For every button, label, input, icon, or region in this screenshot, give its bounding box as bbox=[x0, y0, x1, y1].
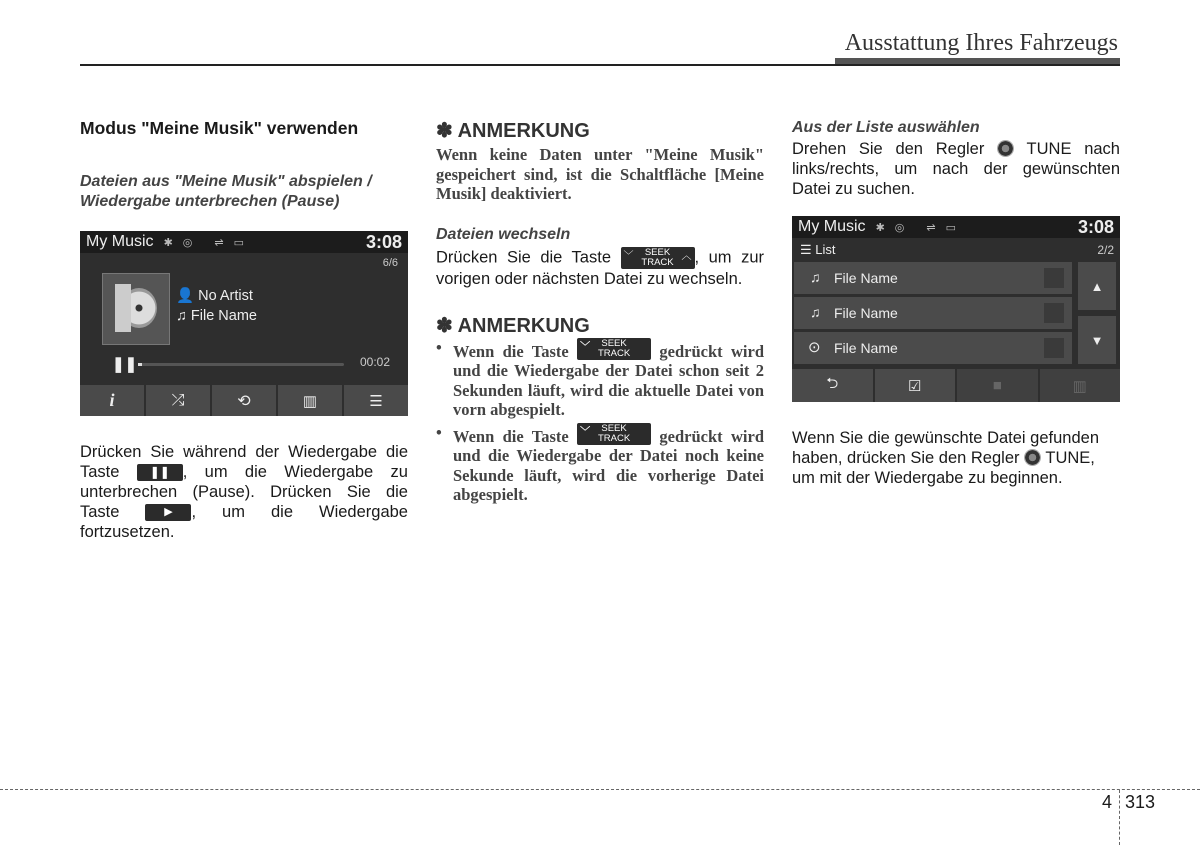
chapter-number: 4 bbox=[1102, 792, 1113, 812]
header-rule bbox=[80, 64, 1120, 66]
progress-bar[interactable] bbox=[138, 363, 344, 366]
bullet-2-text-after: gedrückt wird und die Wiedergabe der Datei noch keine Sekunde läuft, wird die vorherige Datei abgespielt. bbox=[453, 426, 764, 504]
seek-label: SEEK bbox=[601, 337, 627, 349]
list-item[interactable] bbox=[794, 332, 1072, 364]
artist-row bbox=[176, 287, 253, 304]
tune-knob-icon bbox=[1024, 449, 1041, 466]
change-files-instructions bbox=[436, 247, 764, 289]
note-heading-1: ✽ ANMERKUNG bbox=[436, 120, 590, 142]
footer-page-divider bbox=[1119, 790, 1120, 845]
list-item-label: File Name bbox=[834, 340, 898, 356]
screen-title: My Music bbox=[798, 218, 866, 235]
seek-down-key-icon: ﹀ SEEK TRACK bbox=[577, 338, 651, 360]
list-icon: ☰ bbox=[800, 242, 812, 257]
tune-knob-icon bbox=[997, 140, 1014, 157]
tune-instructions-1 bbox=[792, 139, 1120, 199]
column-3 bbox=[792, 118, 1120, 488]
list-header bbox=[800, 242, 836, 258]
album-art bbox=[102, 273, 170, 345]
checkbox[interactable] bbox=[1044, 338, 1064, 358]
checkbox[interactable] bbox=[1044, 303, 1064, 323]
running-header-title: Ausstattung Ihres Fahrzeugs bbox=[844, 30, 1118, 56]
seek-label: SEEK bbox=[601, 422, 627, 434]
my-music-player-screen bbox=[80, 231, 408, 416]
delete-icon[interactable]: ▥ bbox=[278, 385, 342, 416]
subheading-select-from-list: Aus der Liste auswählen bbox=[792, 119, 980, 136]
music-note-icon: ♫ bbox=[810, 269, 821, 285]
instruction-text-3: , um die Wiedergabe fortzusetzen. bbox=[80, 503, 408, 541]
list-item-label: File Name bbox=[834, 305, 898, 321]
person-icon: 👤 bbox=[176, 288, 195, 304]
ipod-icon: ▭ bbox=[945, 221, 957, 234]
track-label: TRACK bbox=[597, 432, 631, 444]
tune-confirm-text-before: Wenn Sie die gewünschte Datei gefunden haben, drücken Sie den Regler bbox=[792, 429, 1099, 467]
pause-icon[interactable]: ❚❚ bbox=[112, 356, 138, 373]
select-all-icon[interactable]: ☑ bbox=[875, 369, 956, 402]
list-button-bar bbox=[792, 369, 1120, 402]
instruction-text-2: , um die Wiedergabe zu unterbrechen (Pause). Drücken Sie die Taste bbox=[80, 463, 408, 521]
tune-instructions-2 bbox=[792, 428, 1120, 488]
elapsed-time: 00:02 bbox=[359, 355, 390, 369]
seek-label: SEEK bbox=[644, 246, 671, 258]
section-heading: Modus "Meine Musik" verwenden bbox=[80, 118, 359, 138]
info-icon[interactable]: i bbox=[80, 385, 144, 416]
seek-text-after: , um zur vorigen oder nächsten Datei zu wechseln. bbox=[436, 247, 764, 288]
list-page: 2/2 bbox=[1097, 243, 1114, 257]
tune-text-after: TUNE nach links/rechts, um nach der gewünschten Datei zu suchen. bbox=[792, 140, 1120, 198]
checkbox[interactable] bbox=[1044, 268, 1064, 288]
column-2 bbox=[436, 118, 764, 505]
pause-key-icon: ❚❚ bbox=[137, 464, 183, 481]
file-row bbox=[176, 308, 257, 324]
progress-fill bbox=[138, 363, 142, 366]
scroll-down-button[interactable]: ▼ bbox=[1078, 316, 1116, 364]
track-count: 6/6 bbox=[382, 257, 398, 269]
play-key-icon: ▶ bbox=[145, 504, 191, 521]
page-number: 313 bbox=[1125, 792, 1156, 812]
bullet-2-text-before: Wenn die Taste bbox=[453, 426, 569, 446]
clock: 3:08 bbox=[1077, 216, 1114, 237]
list-item[interactable] bbox=[794, 262, 1072, 294]
bullet-1-text-after: gedrückt wird und die Wiedergabe der Datei schon seit 2 Sekunden läuft, wird die aktuelle Datei von vorn abgespielt. bbox=[453, 341, 764, 419]
bullet-dot: • bbox=[436, 422, 442, 442]
usb-icon: ⇌ bbox=[926, 221, 936, 234]
note-text-1: Wenn keine Daten unter "Meine Musik" gespeichert sind, ist die Schaltfläche [Meine Musik] deaktiviert. bbox=[436, 145, 764, 203]
note-bullet-1 bbox=[436, 338, 764, 420]
bullet-dot: • bbox=[436, 337, 442, 357]
track-label: TRACK bbox=[641, 256, 674, 268]
list-icon[interactable]: ☰ bbox=[344, 385, 408, 416]
status-bar bbox=[792, 216, 1120, 238]
list-item-label: File Name bbox=[834, 270, 898, 286]
subheading-play-pause: Dateien aus "Meine Musik" abspielen / Wiedergabe unterbrechen (Pause) bbox=[80, 173, 372, 210]
ipod-icon: ▭ bbox=[233, 236, 245, 249]
player-button-bar bbox=[80, 385, 408, 416]
bluetooth-icon: ✱ bbox=[875, 221, 885, 234]
bluetooth-icon: ✱ bbox=[163, 236, 173, 249]
tune-confirm-text-after: TUNE, um mit der Wiedergabe zu beginnen. bbox=[792, 449, 1095, 487]
music-note-icon: ♫ bbox=[810, 304, 821, 320]
my-music-list-screen bbox=[792, 216, 1120, 402]
disc-icon: ◎ bbox=[894, 221, 905, 234]
note-heading-2: ✽ ANMERKUNG bbox=[436, 314, 590, 337]
tune-text-before: Drehen Sie den Regler bbox=[792, 140, 985, 158]
status-bar bbox=[80, 231, 408, 253]
back-icon[interactable]: ⮌ bbox=[792, 369, 873, 402]
subheading-change-files: Dateien wechseln bbox=[436, 225, 571, 243]
bullet-1-text-before: Wenn die Taste bbox=[453, 341, 569, 361]
clock: 3:08 bbox=[365, 231, 402, 252]
column-1 bbox=[80, 118, 408, 542]
seek-text-before: Drücken Sie die Taste bbox=[436, 247, 611, 266]
repeat-icon[interactable]: ⟲ bbox=[212, 385, 276, 416]
play-circle-icon: ⊙ bbox=[808, 339, 821, 356]
artist-name: No Artist bbox=[198, 288, 253, 304]
music-note-icon: ♫ bbox=[176, 308, 187, 324]
instruction-text-1: Drücken Sie während der Wiedergabe die Taste bbox=[80, 443, 408, 481]
footer-dashed-rule bbox=[0, 789, 1200, 790]
seek-down-key-icon: ﹀ SEEK TRACK bbox=[577, 423, 651, 445]
track-label: TRACK bbox=[597, 347, 631, 359]
shuffle-icon[interactable]: ⤮ bbox=[146, 385, 210, 416]
disc-icon: ◎ bbox=[182, 236, 193, 249]
deselect-icon[interactable]: ■ bbox=[957, 369, 1038, 402]
delete-icon[interactable]: ▥ bbox=[1040, 369, 1121, 402]
list-item[interactable] bbox=[794, 297, 1072, 329]
note-bullet-2 bbox=[436, 423, 764, 505]
list-label: List bbox=[815, 242, 836, 257]
usb-icon: ⇌ bbox=[214, 236, 224, 249]
file-name: File Name bbox=[190, 308, 257, 324]
scroll-up-button[interactable]: ▲ bbox=[1078, 262, 1116, 310]
seek-track-key-icon: ﹀ SEEK TRACK ︿ bbox=[621, 247, 695, 269]
screen-title: My Music bbox=[86, 233, 154, 250]
play-pause-instructions bbox=[80, 442, 408, 542]
